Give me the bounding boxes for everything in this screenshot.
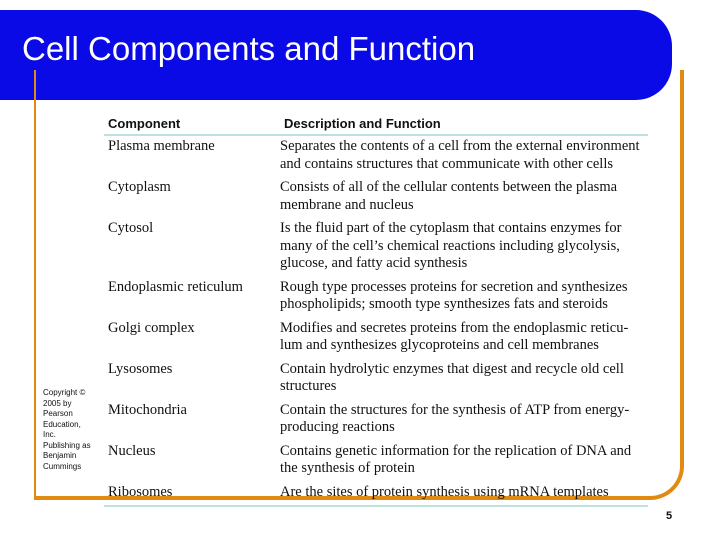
description-line: phospholipids; smooth type synthesizes fats and steroids [280, 296, 608, 312]
copyright-note: Copyright © 2005 by Pearson Education, Inc. Publishing as Benjamin Cummings [43, 388, 91, 471]
table-row [104, 279, 648, 314]
component-description [276, 402, 648, 437]
description-line: Contains genetic information for the replication of DNA and [280, 442, 632, 459]
component-description [276, 484, 648, 502]
component-name: Plasma membrane [108, 138, 215, 154]
component-description [276, 361, 648, 396]
table-bottom-rule [104, 505, 648, 507]
table-row [104, 179, 648, 214]
component-name: Nucleus [108, 442, 156, 459]
description-line: many of the cell’s chemical reactions including glycolysis, [280, 237, 620, 254]
component-name: Cytosol [108, 220, 154, 236]
header-description: Description and Function [284, 116, 441, 131]
description-line: Contain hydrolytic enzymes that digest and recycle old cell [280, 360, 624, 377]
description-line: Is the fluid part of the cytoplasm that contains enzymes for [280, 220, 622, 236]
component-name: Endoplasmic reticulum [108, 278, 243, 295]
table-row [104, 443, 648, 478]
component-name: Lysosomes [108, 360, 173, 377]
table-row [104, 138, 648, 173]
table-body [104, 138, 648, 501]
header-component: Component [108, 116, 181, 131]
description-line: structures [280, 378, 337, 394]
component-name: Golgi complex [108, 319, 195, 336]
description-line: and contains structures that communicate with other cells [280, 155, 613, 172]
description-line: Rough type processes proteins for secretion and synthesizes [280, 278, 628, 295]
slide-title: Cell Components and Function [22, 30, 476, 67]
table-header [104, 116, 648, 136]
cell-components-table [104, 116, 648, 507]
component-description [276, 138, 648, 173]
description-line: Contain the structures for the synthesis of ATP from energy- [280, 401, 630, 418]
description-line: the synthesis of protein [280, 460, 415, 476]
description-line: Consists of all of the cellular contents between the plasma [280, 179, 618, 195]
description-line: glucose, and fatty acid synthesis [280, 255, 468, 271]
description-line: lum and synthesizes glycoproteins and cell membranes [280, 337, 599, 353]
component-description [276, 279, 648, 314]
description-line: Separates the contents of a cell from the external environment [280, 138, 640, 154]
page-number: 5 [666, 510, 673, 522]
description-line: Are the sites of protein synthesis using mRNA templates [280, 483, 609, 500]
description-line: Modifies and secretes proteins from the endoplasmic reticu- [280, 319, 629, 336]
component-name: Cytoplasm [108, 179, 171, 195]
table-row [104, 402, 648, 437]
description-line: producing reactions [280, 419, 395, 435]
component-name: Mitochondria [108, 401, 187, 418]
component-description [276, 220, 648, 273]
table-row [104, 220, 648, 273]
table-row [104, 484, 648, 502]
component-name: Ribosomes [108, 483, 173, 500]
table-row [104, 320, 648, 355]
component-description [276, 320, 648, 355]
description-line: membrane and nucleus [280, 196, 414, 213]
component-description [276, 443, 648, 478]
component-description [276, 179, 648, 214]
table-row [104, 361, 648, 396]
